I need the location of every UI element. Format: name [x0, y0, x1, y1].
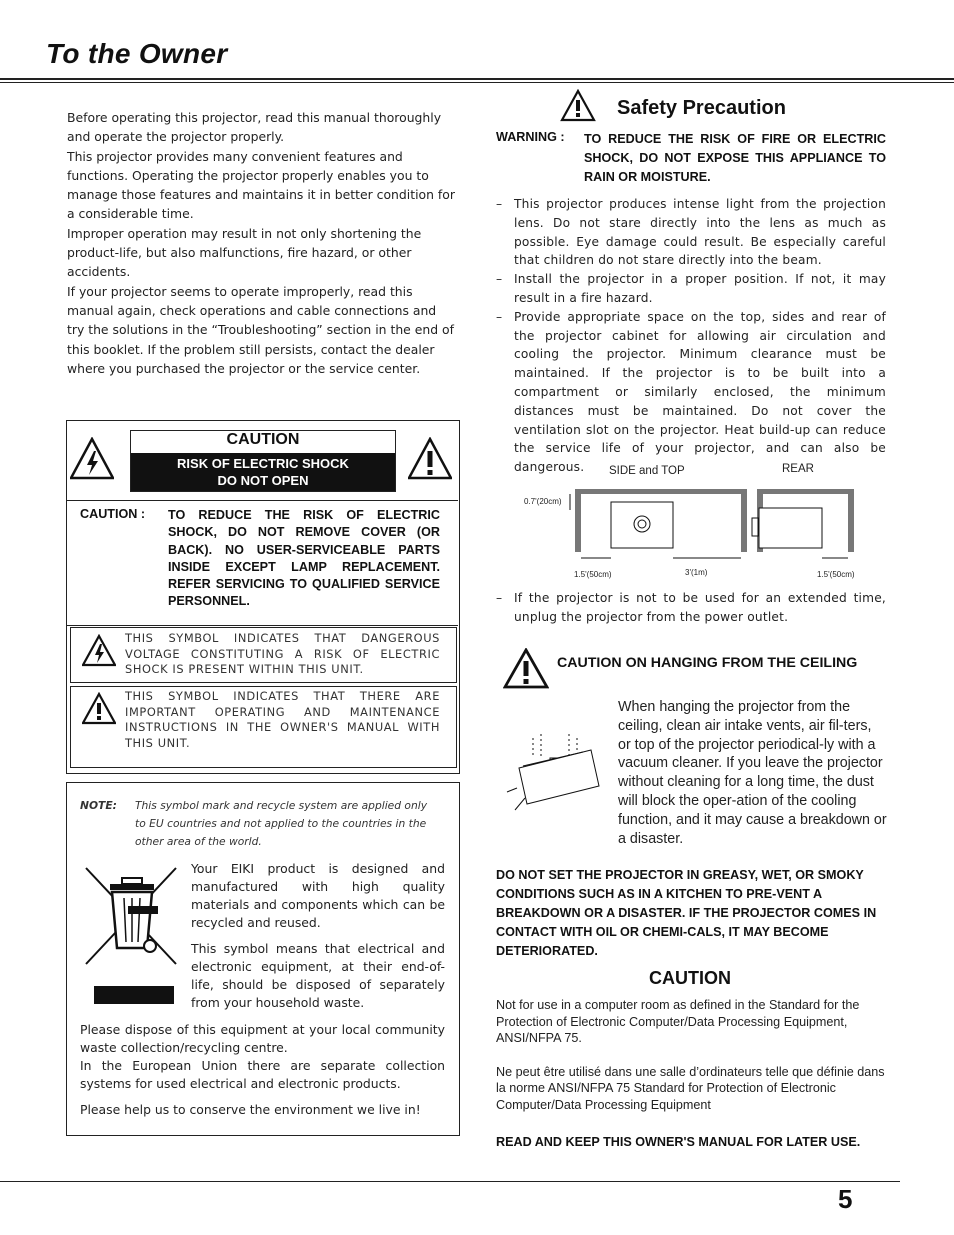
- page-title: To the Owner: [46, 38, 228, 69]
- note-label: NOTE:: [80, 799, 117, 812]
- divider: [67, 500, 458, 501]
- crossed-bin-icon: [84, 866, 180, 1008]
- dim-left: 1.5'(50cm): [574, 570, 612, 579]
- list-item: – This projector produces intense light from the projection lens. Do not stare directly into the lens as much as possible. Eye damage could result. Be especially careful that children do not stare directly into the beam.: [496, 195, 886, 270]
- caution-label: CAUTION :: [80, 507, 146, 521]
- nfpa-text: [496, 997, 888, 1113]
- dim-rear: 1.5'(50cm): [817, 570, 855, 579]
- safety-bullet-last: [496, 589, 886, 627]
- caution-label-line1: RISK OF ELECTRIC SHOCK: [177, 456, 349, 471]
- header-rule: [0, 78, 954, 80]
- dim-top: 0.7'(20cm): [524, 497, 562, 506]
- list-item: – Provide appropriate space on the top, sides and rear of the projector cabinet for allowing air circulation and cooling the projector. Minimum clearance must be maintained. If the projector is to be built into a compartment or similarly enclosed, the minimum distances must be maintained. Do not cover the ventilation slot on the projector. Heat build-up can reduce the service life of your projector, and can also be dangerous.: [496, 308, 886, 477]
- exclamation-warning-icon: [503, 648, 549, 690]
- intro-paragraph: Improper operation may result in not only shortening the product-life, but also malfunctions, fire hazard, or other accidents.: [67, 225, 422, 280]
- nfpa-english: Not for use in a computer room as defined in the Standard for the Protection of Electronic Computer/Data Processing Equipment, ANSI/NFPA 75.: [496, 998, 860, 1045]
- list-item: – If the projector is not to be used for an extended time, unplug the projector from the power outlet.: [496, 589, 886, 627]
- weee-para3: Please dispose of this equipment at your local community waste collection/recycling centre.: [80, 1022, 445, 1055]
- divider: [67, 625, 458, 626]
- symbol2-text: THIS SYMBOL INDICATES THAT THERE ARE IMPORTANT OPERATING AND MAINTENANCE INSTRUCTIONS IN THE OWNER'S MANUAL WITH THIS UNIT.: [125, 689, 440, 750]
- safety-title: Safety Precaution: [617, 97, 786, 119]
- exclamation-warning-icon: [408, 437, 452, 481]
- symbol1-text: THIS SYMBOL INDICATES THAT DANGEROUS VOLTAGE CONSTITUTING A RISK OF ELECTRIC SHOCK IS PRESENT WITHIN THIS UNIT.: [125, 631, 440, 677]
- clearance-diagram: [520, 480, 890, 580]
- intro-paragraph: This projector provides many convenient features and functions. Operating the projector properly enables you to manage those features and maintains it in better condition for a considerable time.: [67, 148, 455, 222]
- diagram-label-rear: REAR: [782, 463, 814, 475]
- caution-label-title: CAUTION: [226, 431, 300, 448]
- hanging-text: When hanging the projector from the ceiling, clean air intake vents, air fil-ters, or top of the projector periodical-ly with a vacuum cleaner. If you leave the projector without cleaning for a long time, the dust will block the oper-ation of the cooling function, and it may cause a breakdown or a disaster.: [618, 699, 887, 847]
- greasy-warning: DO NOT SET THE PROJECTOR IN GREASY, WET, OR SMOKY CONDITIONS SUCH AS IN A KITCHEN TO PRE-VENT A BREAKDOWN OR A DISASTER. IF THE PROJECTOR COMES IN CONTACT WITH OIL OR CHEMI-CALS, IT MAY BECOME DETERIORATED.: [496, 868, 877, 958]
- weee-para5: Please help us to conserve the environment we live in!: [80, 1102, 421, 1117]
- weee-para1: Your EIKI product is designed and manufactured with high quality materials and components which can be recycled and reused.: [191, 861, 445, 930]
- warning-text: TO REDUCE THE RISK OF FIRE OR ELECTRIC SHOCK, DO NOT EXPOSE THIS APPLIANCE TO RAIN OR MOISTURE.: [584, 132, 886, 184]
- footer-rule: [0, 1181, 900, 1182]
- safety-bullets: [496, 195, 886, 477]
- dim-front: 3'(1m): [685, 568, 708, 577]
- caution2-title: CAUTION: [649, 968, 731, 988]
- nfpa-french: Ne peut être utilisé dans une salle d’ordinateurs telle que définie dans la norme ANSI/NFPA 75 Standard for Protection of Electronic Computer/Data Processing Equipment: [496, 1064, 885, 1112]
- weee-para4: In the European Union there are separate collection systems for used electrical and electronic products.: [80, 1058, 445, 1091]
- caution-label-band: [131, 453, 395, 491]
- weee-para2: This symbol means that electrical and electronic equipment, at their end-of-life, should be disposed of separately from your household waste.: [191, 941, 445, 1010]
- list-item: – Install the projector in a proper position. If not, it may result in a fire hazard.: [496, 270, 886, 308]
- caution-label-line2: DO NOT OPEN: [217, 473, 309, 488]
- intro-text: [67, 108, 455, 378]
- intro-paragraph: If your projector seems to operate improperly, read this manual again, check operations and cable connections and try the solutions in the “Troubleshooting” section in the end of this booklet. If the problem still persists, contact the dealer where you purchased the projector or the service center.: [67, 283, 454, 376]
- diagram-label-side-top: SIDE and TOP: [609, 465, 685, 477]
- lightning-warning-icon: [70, 437, 114, 481]
- note-text: This symbol mark and recycle system are applied only to EU countries and not applied to the countries in the other area of the world.: [135, 799, 428, 848]
- weee-note: [80, 797, 440, 851]
- caution-text: TO REDUCE THE RISK OF ELECTRIC SHOCK, DO NOT REMOVE COVER (OR BACK). NO USER-SERVICEABLE PARTS INSIDE EXCEPT LAMP REPLACEMENT. REFER SERVICING TO QUALIFIED SERVICE PERSONNEL.: [168, 508, 440, 609]
- hanging-title: CAUTION ON HANGING FROM THE CEILING: [557, 655, 858, 671]
- read-keep-notice: READ AND KEEP THIS OWNER'S MANUAL FOR LATER USE.: [496, 1135, 861, 1149]
- intro-paragraph: Before operating this projector, read this manual thoroughly and operate the projector properly.: [67, 110, 442, 145]
- page-number: 5: [838, 1184, 853, 1214]
- header-rule-thin: [0, 82, 954, 83]
- lightning-warning-icon: [82, 634, 116, 668]
- warning-label: WARNING :: [496, 130, 565, 144]
- exclamation-warning-icon: [82, 692, 116, 726]
- exclamation-warning-icon: [560, 89, 596, 123]
- ceiling-mount-illustration: [505, 728, 605, 812]
